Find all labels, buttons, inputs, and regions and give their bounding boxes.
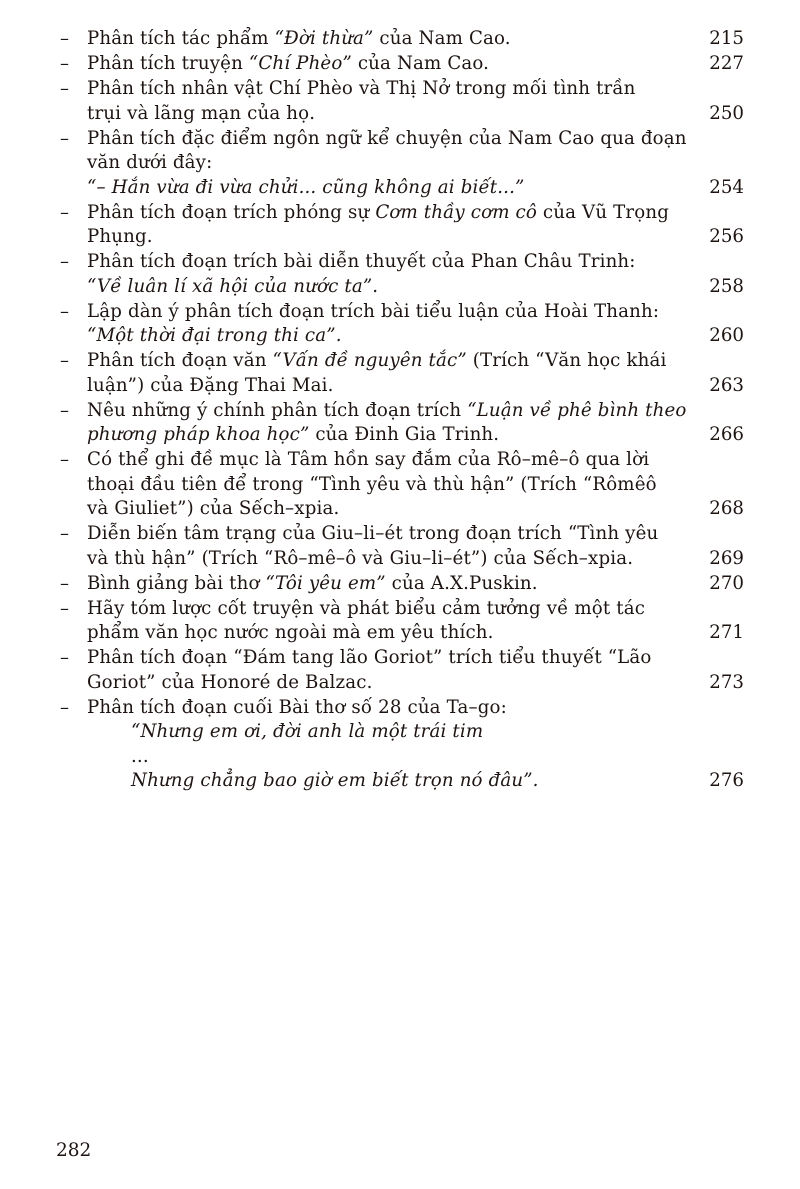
entry-text: của Nam Cao. [373,28,511,49]
italic-title: phương pháp khoa học” [87,424,310,445]
entry-line [87,374,684,399]
entry-line [87,176,684,201]
entry-text: Phân tích đoạn văn [87,350,273,371]
entry-page-number: 270 [709,572,744,594]
entry-page-number: 215 [709,28,744,49]
entry-text: Phân tích đoạn “Đám tang lão Goriot” trích tiểu thuyết “Lão [87,647,652,668]
entry-line [87,769,684,794]
entry-line [87,547,684,572]
entry-line [87,696,684,721]
page-number: 282 [56,1140,92,1161]
italic-title: Cơm thầy cơm cô [375,201,537,223]
entry-line [87,473,684,498]
entry-line [87,671,684,696]
toc-entry [58,597,744,646]
entry-text: Lập dàn ý phân tích đoạn trích bài tiểu luận của Hoài Thanh: [87,300,660,322]
toc-entry [58,77,744,126]
entry-page-number: 263 [709,374,744,396]
bullet-dash: – [60,28,69,49]
entry-text: và thù hận” (Trích “Rô–mê–ô và Giu–li–ét”) của Sếch–xpia. [87,547,634,569]
entry-line [87,77,684,102]
bullet-dash: – [60,78,69,99]
italic-title: “Về luân lí xã hội của nước ta”. [87,275,379,297]
entry-line [87,522,684,547]
entry-line [87,250,684,275]
toc-entry [58,522,744,571]
bullet-dash: – [60,350,69,371]
entry-page-number: 271 [709,622,744,643]
entry-text: Goriot” của Honoré de Balzac. [87,671,373,693]
entry-text: và Giuliet”) của Sếch–xpia. [87,498,340,519]
entry-line [87,201,684,226]
entry-page-number: 258 [709,275,744,297]
entry-text: Phân tích tác phẩm [87,28,275,49]
entry-text: phẩm văn học nước ngoài mà em yêu thích. [87,622,494,643]
bullet-dash: – [60,300,69,322]
italic-title: “Đời thừa” [274,28,374,49]
entry-line [87,572,684,597]
italic-title: “Tôi yêu em” [265,572,386,594]
italic-title: “Chí Phèo” [248,53,352,74]
toc-entry [58,127,744,201]
entry-text: Phân tích đoạn trích bài diễn thuyết của Phan Châu Trinh: [87,251,636,272]
bullet-dash: – [60,523,69,544]
entry-line [87,275,684,300]
entry-line [87,225,684,250]
italic-title: “– Hắn vừa đi vừa chửi... cũng không ai biết...” [87,176,525,198]
entry-text: Phân tích nhân vật Chí Phèo và Thị Nở trong mối tình trần [87,78,636,99]
italic-title: “Nhưng em ơi, đời anh là một trái tim [131,721,484,742]
italic-title: “Luận về phê bình theo [467,399,687,421]
entry-text: Phụng. [87,226,153,247]
bullet-dash: – [60,449,69,470]
bullet-dash: – [60,251,69,272]
bullet-dash: – [60,572,69,594]
entry-line [87,52,684,77]
entry-line [87,621,684,646]
entry-line [87,349,684,374]
entry-line [87,102,684,127]
entry-page-number: 268 [709,498,744,519]
italic-title: “Một thời đại trong thi ca”. [87,325,342,346]
toc-entry [58,349,744,398]
entry-page-number: 250 [709,102,744,124]
toc-entry [58,696,744,794]
entry-page-number: 256 [709,226,744,247]
entry-text: Hãy tóm lược cốt truyện và phát biểu cảm tưởng về một tác [87,597,646,619]
entry-text: Phân tích đặc điểm ngôn ngữ kể chuyện của Nam Cao qua đoạn [87,127,687,149]
bullet-dash: – [60,696,69,718]
toc-entry [58,300,744,349]
entry-page-number: 266 [709,424,744,445]
entry-line [87,300,684,325]
entry-text: văn dưới đây: [87,152,213,173]
entry-line [87,597,684,622]
entry-page-number: 254 [709,176,744,198]
entry-text: của A.X.Puskin. [385,572,538,594]
entry-text: Phân tích truyện [87,53,249,74]
entry-line [87,151,684,176]
toc-entry [58,448,744,522]
entry-line [87,720,684,745]
entry-text: Phân tích đoạn cuối Bài thơ số 28 của Ta–go: [87,696,507,718]
toc-entry [58,399,744,448]
entry-line [87,324,684,349]
entry-text: thoại đầu tiên để trong “Tình yêu và thù hận” (Trích “Rômêô [87,473,657,495]
bullet-dash: – [60,399,69,421]
entry-text: của Vũ Trọng [536,201,669,223]
entry-page-number: 227 [709,53,744,74]
toc-entry [58,646,744,695]
italic-title: Nhưng chẳng bao giờ em biết trọn nó đâu”. [131,770,539,791]
bullet-dash: – [60,597,69,619]
entry-text: Bình giảng bài thơ [87,572,266,594]
entry-text: (Trích “Văn học khái [466,350,667,371]
bullet-dash: – [60,201,69,223]
entry-line [87,745,684,770]
entry-line [87,127,687,152]
toc-entry [58,201,744,250]
entry-text: Nêu những ý chính phân tích đoạn trích [87,399,468,421]
bullet-dash: – [60,53,69,74]
table-of-contents [58,27,744,794]
italic-title: “Vấn đề nguyên tắc” [272,350,467,371]
entry-page-number: 276 [709,770,744,791]
entry-page-number: 260 [709,325,744,346]
toc-entry [58,250,744,299]
entry-text: của Nam Cao. [351,53,490,74]
bullet-dash: – [60,127,69,149]
entry-line [87,448,684,473]
toc-entry [58,52,744,77]
entry-text: của Đinh Gia Trinh. [309,424,500,445]
entry-line [87,27,684,52]
entry-text: trụi và lãng mạn của họ. [87,102,316,124]
entry-line [87,646,684,671]
entry-text: Có thể ghi đề mục là Tâm hồn say đắm của Rô–mê–ô qua lời [87,449,650,470]
entry-page-number: 273 [709,671,744,693]
entry-text: luận”) của Đặng Thai Mai. [87,374,334,396]
entry-line [87,497,684,522]
toc-entry [58,572,744,597]
entry-text: Diễn biến tâm trạng của Giu–li–ét trong đoạn trích “Tình yêu [87,523,659,544]
entry-text: Phân tích đoạn trích phóng sự [87,201,376,223]
entry-page-number: 269 [709,547,744,569]
entry-text: ... [131,745,149,767]
bullet-dash: – [60,647,69,668]
entry-line [87,423,684,448]
entry-line [87,399,687,424]
toc-entry [58,27,744,52]
